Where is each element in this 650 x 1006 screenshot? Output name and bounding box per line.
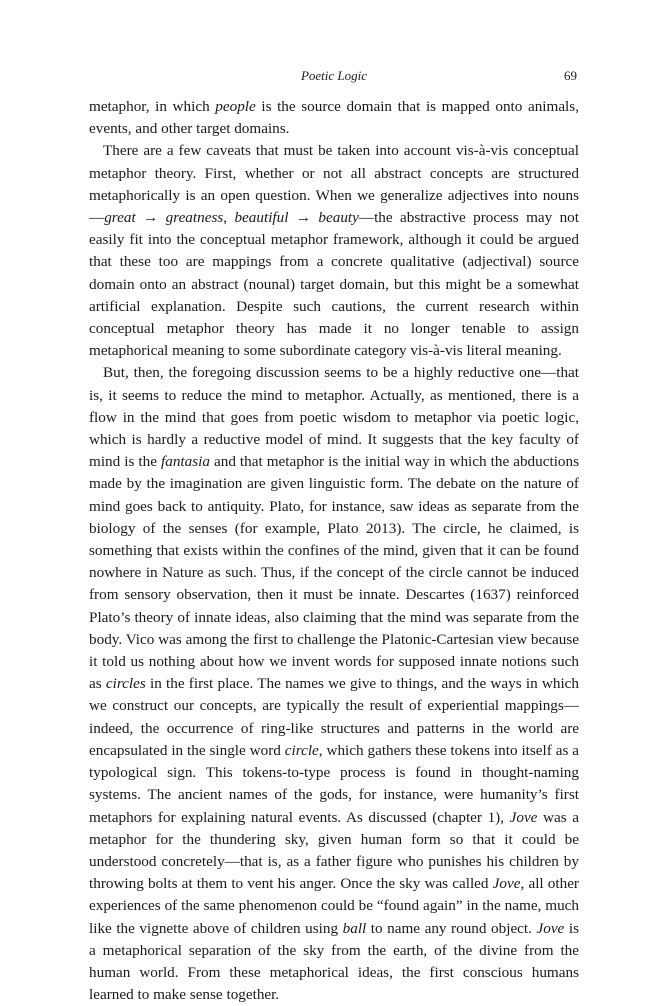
text-run: → <box>288 209 319 227</box>
text-run: , which gathers these tokens into itself as a typological sign. This tokens-to-type process is found in thought-naming systems. The ancient names of the gods, for instance, were humanity’s first metaphors for explaining natural events. As discussed (chapter 1), <box>89 741 579 826</box>
text-run: , all other experiences of the same phenomenon could be “found again” in the name, much like the vignette above of children using <box>89 875 579 937</box>
text-run: to name any round object. <box>366 919 537 937</box>
paragraph <box>89 362 579 1006</box>
text-run: metaphor, in which <box>89 98 216 115</box>
italic-text: people <box>215 98 256 115</box>
italic-text: beautiful <box>234 209 289 227</box>
paragraph <box>89 96 579 140</box>
text-run: and that metaphor is the initial way in which the abductions made by the imagination are given linguistic form. The debate on the nature of mind goes back to antiquity. Plato, for instance, saw ideas as separate from the biology of the senses (for example, Plato 2013). The circle, he claimed, is something that exists within the confines of the mind, given that it can be found nowhere in Nature as such. Thus, if the concept of the circle cannot be induced from sensory observation, then it must be innate. Descartes (1637) reinforced Plato’s theory of innate ideas, also claiming that the mind was separate from the body. Vico was among the first to challenge the Platonic-Cartesian view because it told us nothing about how we invent words for supposed innate notions such as <box>89 453 580 693</box>
italic-text: fantasia <box>161 453 210 471</box>
text-run: was a metaphor for the thundering sky, given human form so that it could be understood concretely—that is, as a father figure who punishes his children by throwing bolts at them to vent his anger. Once the sky was called <box>89 808 579 893</box>
running-title: Poetic Logic <box>300 68 368 83</box>
text-run: → <box>135 209 166 227</box>
italic-text: Jove <box>509 808 538 826</box>
italic-text: greatness <box>165 209 224 227</box>
italic-text: Jove <box>536 919 565 937</box>
page-number: 69 <box>564 68 577 83</box>
italic-text: circle <box>284 741 319 759</box>
body-text <box>89 96 579 1006</box>
book-page <box>89 0 580 1004</box>
text-run: , <box>223 209 235 227</box>
text-run: is the source domain that is mapped onto animals, events, and other target domains. <box>89 98 579 138</box>
running-head <box>89 68 579 88</box>
text-run: —the abstractive process may not easily fit into the conceptual metaphor framework, although it could be argued that these too are mappings from a concrete qualitative (adjectival) source domain onto an abstract (nounal) target domain, but this might be a somewhat artificial explanation. Despite such cautions, the current research within conceptual metaphor theory has made it no longer tenable to assign metaphorical meaning to some subordinate category vis-à-vis literal meaning. <box>89 209 579 360</box>
italic-text: beauty <box>318 209 359 227</box>
text-run: in the first place. The names we give to things, and the ways in which we construct our concepts, are typically the result of experiential mappings—indeed, the occurrence of ring-like structures and patterns in the world are encapsulated in the single word <box>89 675 580 759</box>
italic-text: circles <box>105 675 146 693</box>
text-run: is a metaphorical separation of the sky from the earth, of the divine from the human world. From these metaphorical ideas, the first conscious humans learned to make sense together. <box>89 919 579 1004</box>
paragraph <box>89 140 579 362</box>
text-run: There are a few caveats that must be taken into account vis-à-vis conceptual metaphor theory. First, whether or not all abstract concepts are structured metaphorically is an open question. When we generalize adjectives into nouns— <box>89 142 579 227</box>
text-run: But, then, the foregoing discussion seems to be a highly reductive one—that is, it seems to reduce the mind to metaphor. Actually, as mentioned, there is a flow in the mind that goes from poetic wisdom to metaphor via poetic logic, which is hardly a reductive model of mind. It suggests that the key faculty of mind is the <box>89 364 579 471</box>
italic-text: Jove <box>492 875 521 893</box>
italic-text: great <box>104 209 136 227</box>
italic-text: ball <box>342 919 367 937</box>
